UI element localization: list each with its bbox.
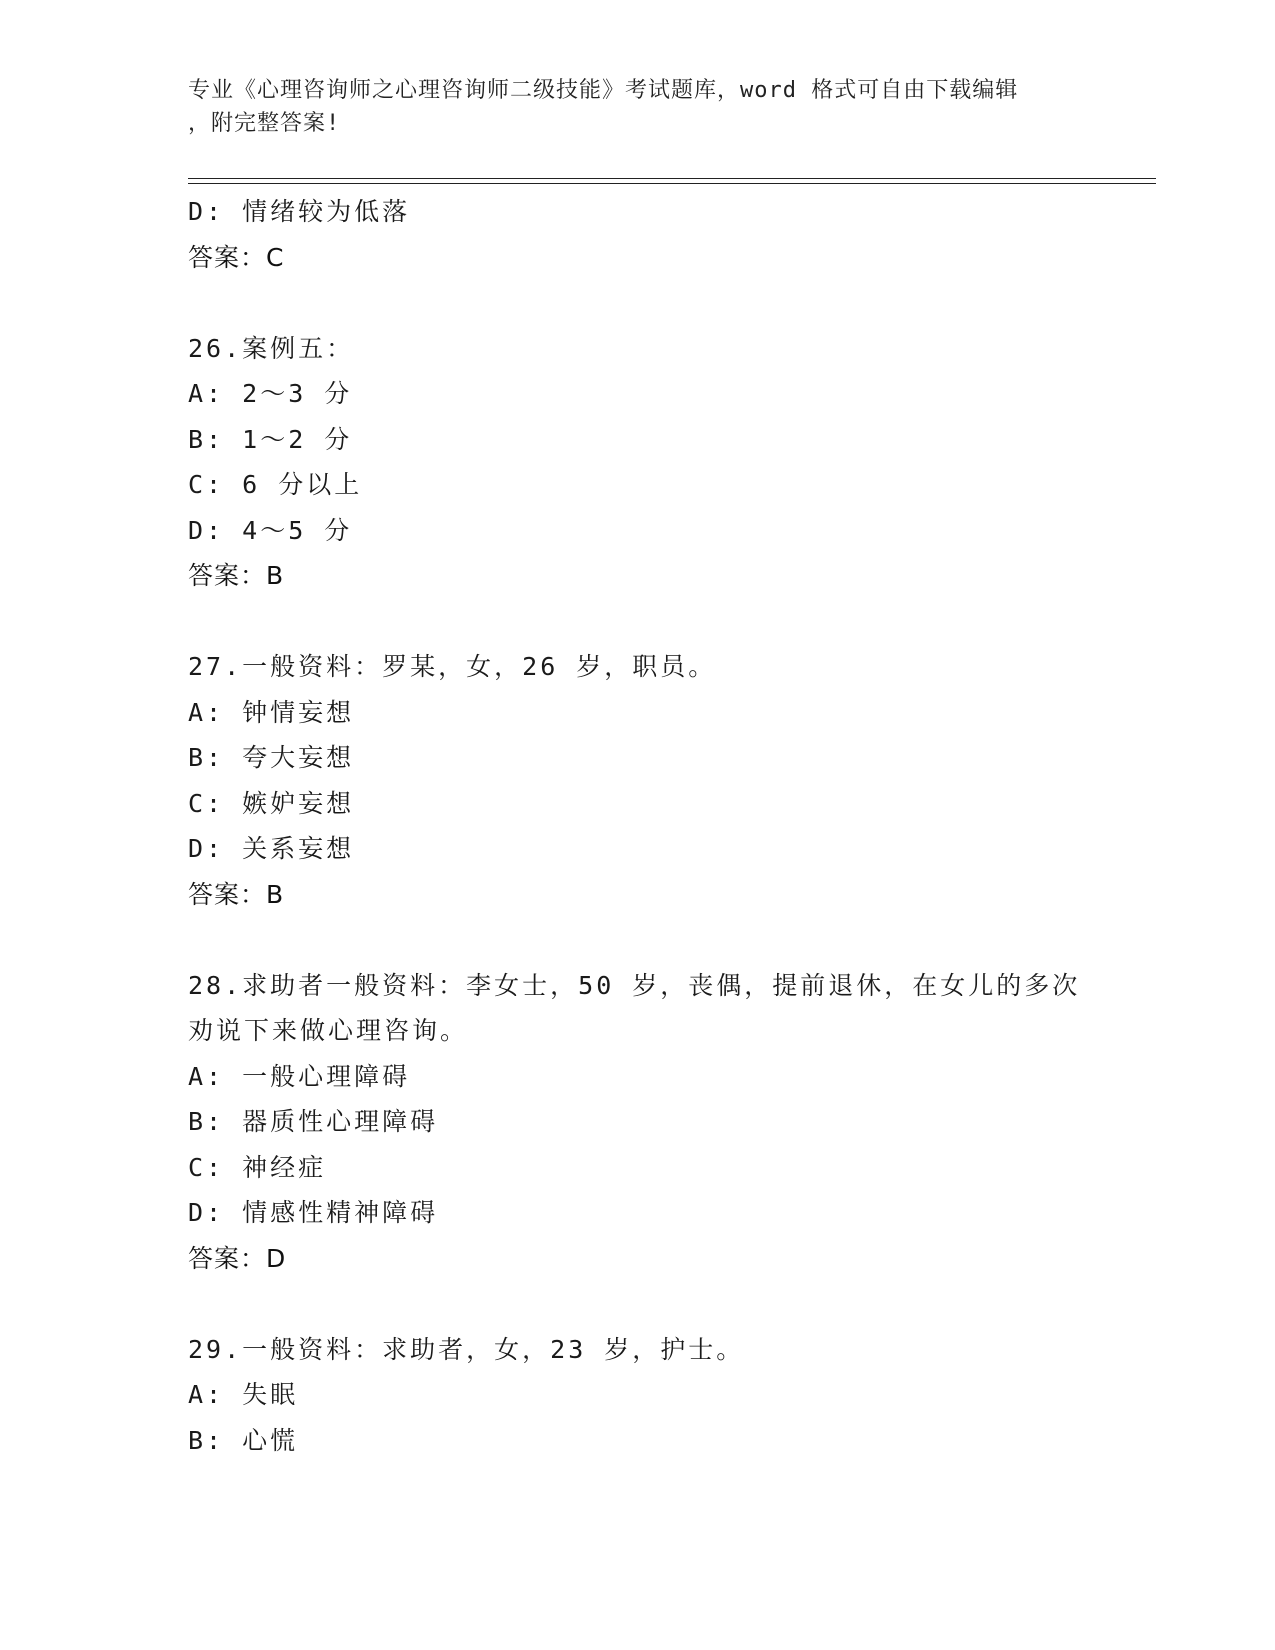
option-item: A: 钟情妄想 xyxy=(188,697,355,727)
question-list xyxy=(188,189,1156,1463)
question-block xyxy=(188,1327,1156,1464)
answer-text: 答案：B xyxy=(188,879,285,909)
document-header xyxy=(188,74,1088,140)
question-text: 26.案例五： xyxy=(188,333,355,363)
block-spacer xyxy=(188,280,1156,326)
option-item: C: 神经症 xyxy=(188,1152,327,1182)
option-item: C: 6 分以上 xyxy=(188,470,363,499)
answer-text: 答案：C xyxy=(188,242,285,272)
question-block xyxy=(188,189,1156,280)
option-item: D: 4～5 分 xyxy=(188,515,353,545)
option-item: A: 一般心理障碍 xyxy=(188,1061,411,1091)
block-spacer xyxy=(188,1281,1156,1327)
option-item: B: 器质性心理障碍 xyxy=(188,1107,439,1136)
option-item: B: 夸大妄想 xyxy=(188,743,355,772)
option-item: B: 1～2 分 xyxy=(188,424,353,454)
answer-text: 答案：D xyxy=(188,1243,287,1273)
question-text: 27.一般资料：罗某，女，26 岁，职员。 xyxy=(188,652,717,681)
option-item: B: 心慌 xyxy=(188,1425,299,1455)
header-line-2: ，附完整答案! xyxy=(188,111,341,136)
option-item: A: 失眠 xyxy=(188,1380,299,1409)
block-spacer xyxy=(188,917,1156,963)
option-item: A: 2～3 分 xyxy=(188,379,353,408)
option-item: D: 情绪较为低落 xyxy=(188,197,411,226)
question-block xyxy=(188,963,1156,1282)
option-item: C: 嫉妒妄想 xyxy=(188,788,355,818)
block-spacer xyxy=(188,599,1156,645)
question-text: 29.一般资料：求助者，女，23 岁，护士。 xyxy=(188,1334,745,1364)
question-block xyxy=(188,326,1156,599)
question-text: 28.求助者一般资料：李女士，50 岁，丧偶，提前退休，在女儿的多次 xyxy=(188,970,1081,1000)
answer-text: 答案：B xyxy=(188,561,285,590)
question-text-continued: 劝说下来做心理咨询。 xyxy=(188,1016,469,1045)
header-divider-bottom xyxy=(188,183,1156,184)
option-item: D: 关系妄想 xyxy=(188,834,355,863)
option-item: D: 情感性精神障碍 xyxy=(188,1198,439,1227)
header-line-1: 专业《心理咨询师之心理咨询师二级技能》考试题库，word 格式可自由下载编辑 xyxy=(188,78,1019,103)
question-block xyxy=(188,644,1156,917)
header-divider-top xyxy=(188,178,1156,179)
